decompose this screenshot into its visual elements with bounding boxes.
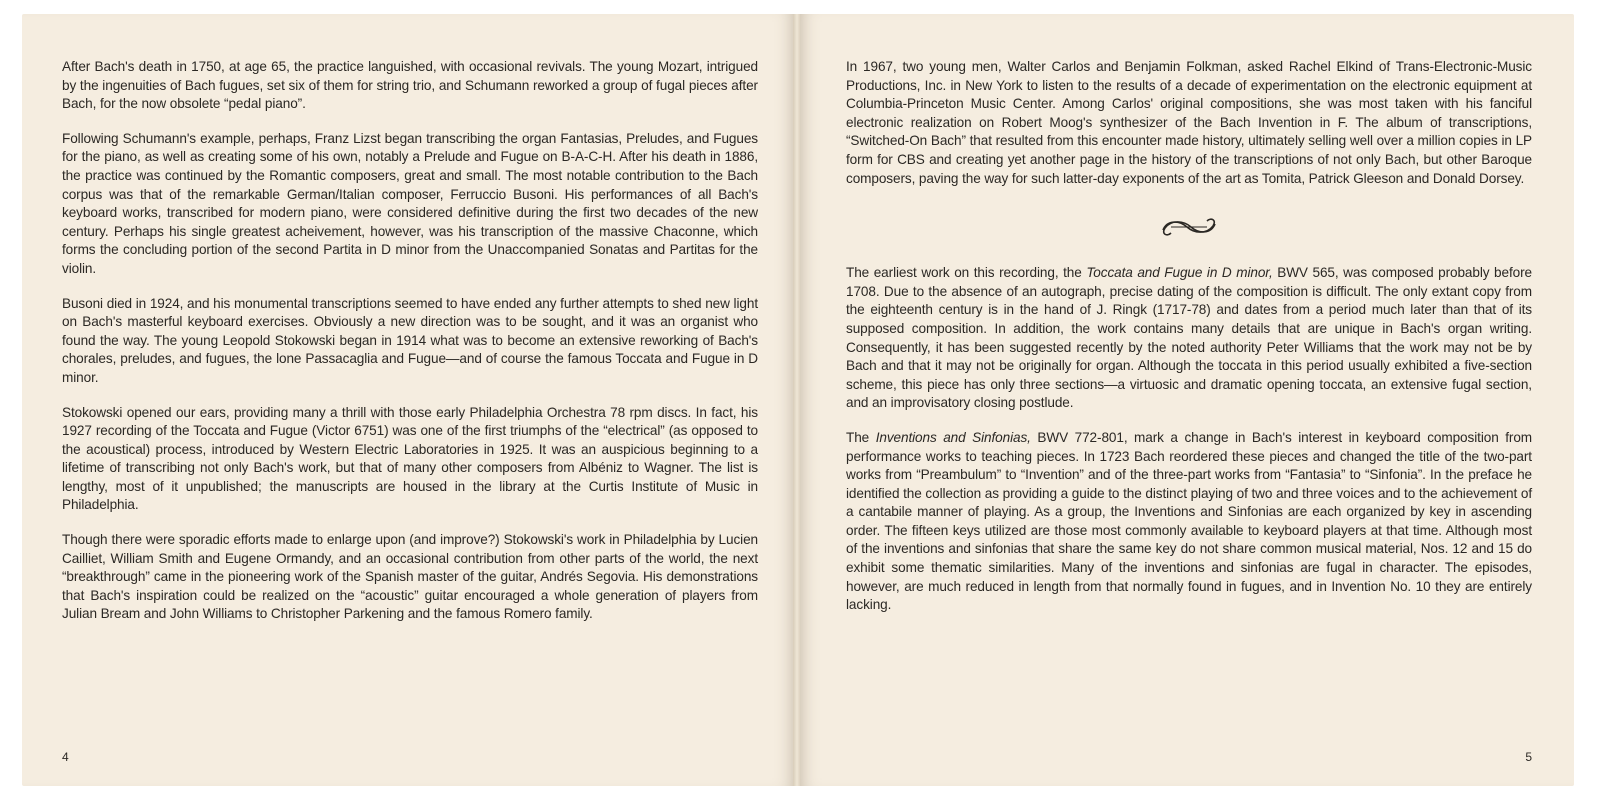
left-paragraph-2: Following Schumann's example, perhaps, Franz Lizst began transcribing the organ Fantasias, Preludes, and Fugues for the piano, as well as creating some of his own, notably a Prelude and Fugue on B-A-C-H. After his death in 1886, the practice was continued by the Romantic composers, great and small. The most notable contribution to the Bach corpus was that of the remarkable German/Italian composer, Ferruccio Busoni. His performances of all Bach's keyboard works, transcribed for modern piano, were considered definitive during the first two decades of the new century. Perhaps his single greatest acheivement, however, was his transcription of the massive Chaconne, which forms the concluding portion of the second Partita in D minor from the Unaccompanied Sonatas and Partitas for the violin. — [62, 130, 758, 276]
left-page — [22, 14, 794, 786]
flourish-ornament-icon — [1157, 214, 1221, 240]
toccata-title: Toccata and Fugue in D minor, — [1086, 265, 1273, 281]
page-number-right: 5 — [1525, 750, 1532, 764]
left-paragraph-5: Though there were sporadic efforts made to enlarge upon (and improve?) Stokowski's work in Philadelphia by Lucien Cailliet, William Smith and Eugene Ormandy, and an occasional contribution from other parts of the world, the next “breakthrough” came in the pioneering work of the Spanish master of the guitar, Andrés Segovia. His demonstrations that Bach's inspiration could be realized on the “acoustic” guitar encouraged a whole generation of players from Julian Bream and John Williams to Christopher Parkening and the famous Romero family. — [62, 532, 758, 622]
left-paragraph-4: Stokowski opened our ears, providing many a thrill with those early Philadelphia Orchestra 78 rpm discs. In fact, his 1927 recording of the Toccata and Fugue (Victor 6751) was one of the first triumphs of the “electrical” (as opposed to the acoustical) process, introduced by Western Electric Laboratories in 1925. It was an auspicious beginning to a lifetime of transcribing not only Bach's work, but that of many other composers from Albéniz to Wagner. The list is lengthy, most of it unpublished; the manuscripts are housed in the library at the Curtis Institute of Music in Philadelphia. — [62, 404, 758, 513]
inventions-body: BWV 772-801, mark a change in Bach's interest in keyboard composition from performance works to teaching pieces. In 1723 Bach reordered these pieces and changed the title of the two-part works from “Preambulum” to “Invention” and of the three-part works from “Fantasia” to “Sinfonia”. In the preface he identified the collection as providing a guide to the distinct playing of two and three voices and to the achievement of a cantabile manner of playing. As a group, the Inventions and Sinfonias are each organized by key in ascending order. The fifteen keys utilized are those most commonly available to keyboard players at that time. Although most of the inventions and sinfonias that share the same key do not share common musical material, Nos. 12 and 15 do exhibit some thematic similarities. Many of the inventions and sinfonias are fugal in character. The episodes, however, are much reduced in length from that normally found in fugues, and in Invention No. 10 they are entirely lacking. — [846, 429, 1532, 613]
right-paragraph-3 — [846, 429, 1532, 615]
toccata-body: BWV 565, was composed probably before 1708. Due to the absence of an autograph, precise dating of the composition is difficult. The only extant copy from the eighteenth century is in the hand of J. Ringk (1717-78) and dates from a period much later than that of its supposed composition. In addition, the work contains many details that are unique in Bach's organ writing. Consequently, it has been suggested recently by the noted authority Peter Williams that the work may not be by Bach and that it may not be originally for organ. Although the toccata in this period usually exhibited a five-section scheme, this piece has only three sections—a virtuosic and dramatic opening toccata, an extensive fugal section, and an improvisatory closing postlude. — [846, 265, 1532, 411]
right-page — [800, 14, 1574, 786]
right-paragraph-1: In 1967, two young men, Walter Carlos and Benjamin Folkman, asked Rachel Elkind of Trans-Electronic-Music Productions, Inc. in New York to listen to the results of a decade of experimentation on the electronic equipment at Columbia-Princeton Music Center. Among Carlos' original compositions, she was most taken with his fanciful electronic realization on Robert Moog's synthesizer of the Bach Invention in F. The album of transcriptions, “Switched-On Bach” that resulted from this encounter made history, ultimately selling well over a million copies in LP form for CBS and creating yet another page in the history of the transcriptions of not only Bach, but other Baroque composers, paving the way for such latter-day exponents of the art as Tomita, Patrick Gleeson and Donald Dorsey. — [846, 59, 1532, 186]
left-paragraph-1: After Bach's death in 1750, at age 65, the practice languished, with occasional revivals. The young Mozart, intrigued by the ingenuities of Bach fugues, set six of them for string trio, and Schumann reworked a group of fugal pieces after Bach, for the now obsolete “pedal piano”. — [62, 59, 758, 112]
inventions-title: Inventions and Sinfonias, — [875, 429, 1031, 445]
inventions-lead: The — [846, 429, 876, 445]
left-paragraph-3: Busoni died in 1924, and his monumental transcriptions seemed to have ended any further attempts to shed new light on Bach's masterful keyboard exercises. Obviously a new direction was to be sought, and it was an organist who found the way. The young Leopold Stokowski began in 1914 what was to become an extensive reworking of Bach's chorales, preludes, and fugues, the lone Passacaglia and Fugue—and of course the famous Toccata and Fugue in D minor. — [62, 295, 758, 385]
page-number-left: 4 — [62, 750, 69, 764]
right-paragraph-2 — [846, 264, 1532, 413]
toccata-lead: The earliest work on this recording, the — [846, 265, 1087, 281]
